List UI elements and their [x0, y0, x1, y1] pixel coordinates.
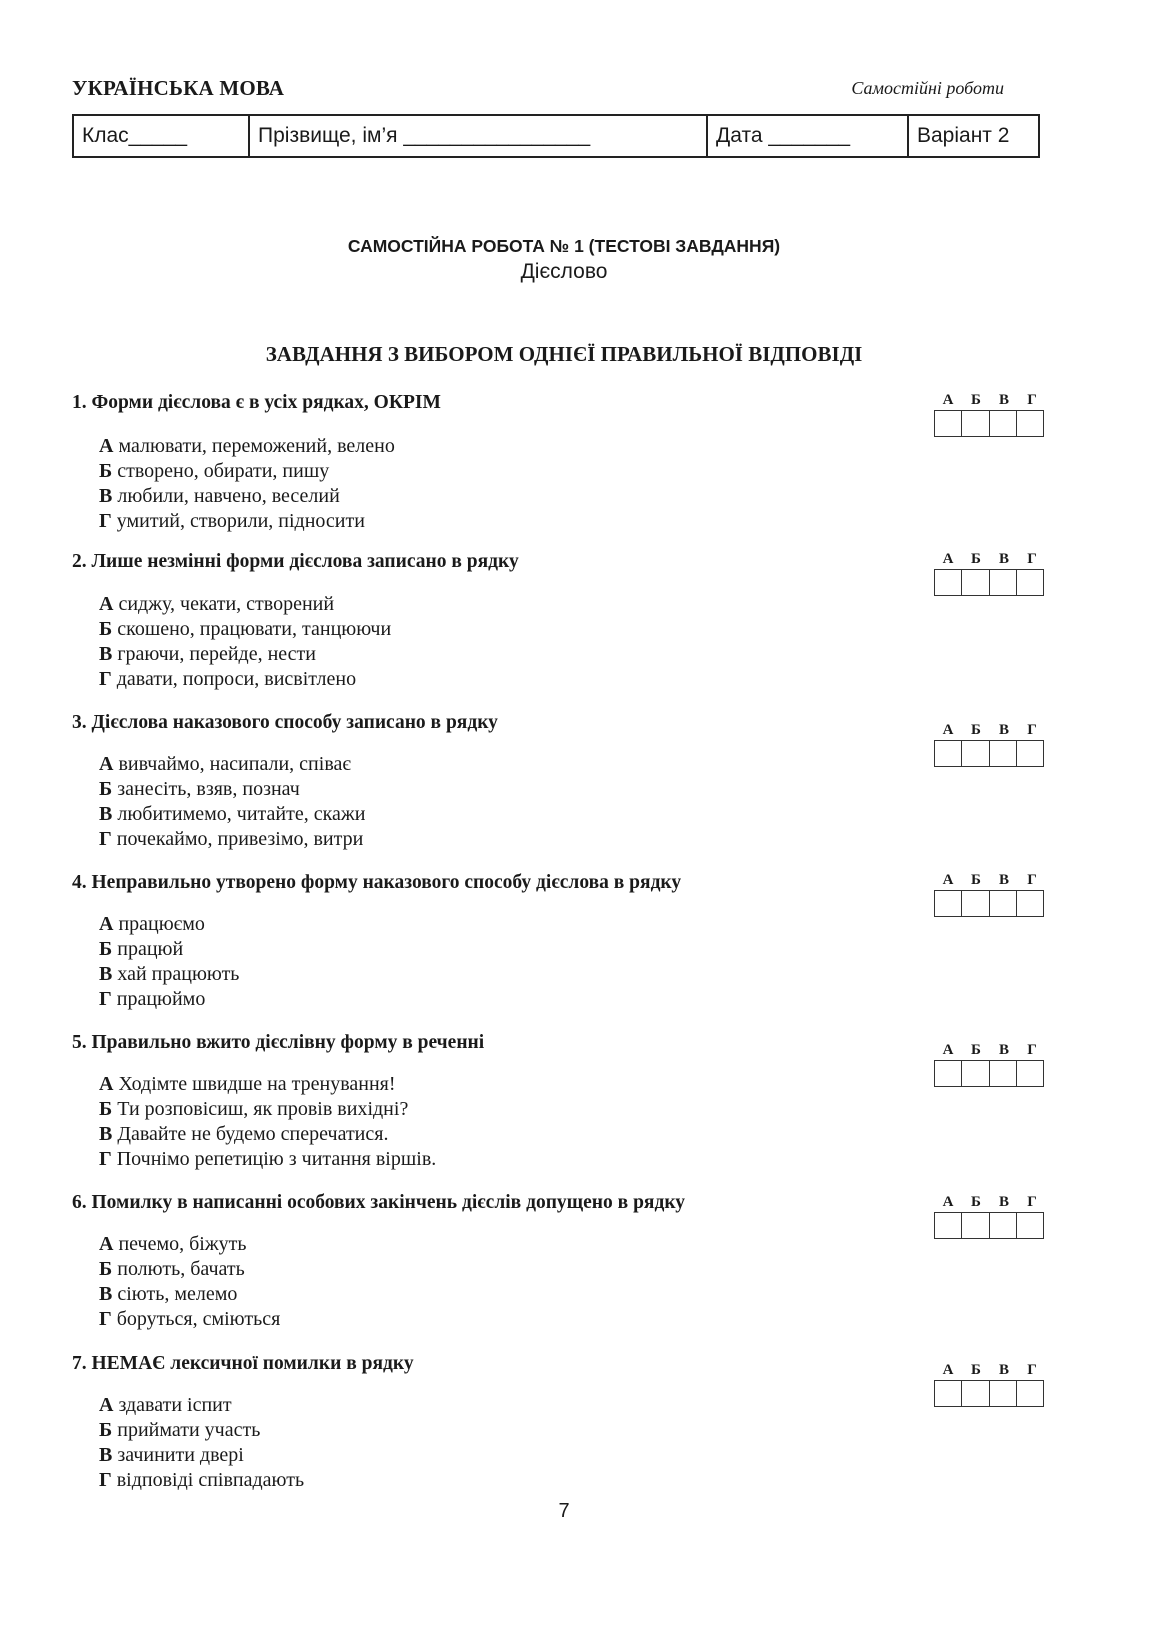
- question-1-option-a: А малювати, переможений, велено: [99, 435, 395, 457]
- answer-box-c[interactable]: [990, 570, 1017, 595]
- answer-box-a[interactable]: [935, 1061, 962, 1086]
- answer-box-c[interactable]: [990, 741, 1017, 766]
- variant-label: Варіант 2: [917, 124, 1010, 147]
- answer-letter: Б: [971, 722, 981, 738]
- answer-box-a[interactable]: [935, 741, 962, 766]
- name-field[interactable]: Прізвище, ім’я ________________: [250, 116, 708, 156]
- question-4-answer-grid: [934, 872, 1046, 917]
- answer-box-a[interactable]: [935, 1213, 962, 1238]
- answer-box-d[interactable]: [1017, 741, 1043, 766]
- answer-box-a[interactable]: [935, 1381, 962, 1406]
- answer-letter: Б: [971, 392, 981, 408]
- question-1-answer-grid: [934, 392, 1046, 437]
- answer-letter: А: [942, 872, 954, 888]
- section-title: ЗАВДАННЯ З ВИБОРОМ ОДНІЄЇ ПРАВИЛЬНОЇ ВІДПОВІДІ: [265, 342, 863, 366]
- student-info-table: [72, 114, 1040, 158]
- answer-letter: А: [942, 1194, 954, 1210]
- answer-box-c[interactable]: [990, 1061, 1017, 1086]
- answer-letter: В: [998, 1042, 1009, 1058]
- answer-box-d[interactable]: [1017, 891, 1043, 916]
- answer-box-b[interactable]: [962, 570, 989, 595]
- question-7-answer-grid: [934, 1362, 1046, 1407]
- answer-box-c[interactable]: [990, 1381, 1017, 1406]
- answer-letter: Б: [971, 872, 981, 888]
- question-2-option-c: В граючи, перейде, нести: [99, 643, 316, 665]
- answer-letter: В: [998, 1194, 1009, 1210]
- answer-box-b[interactable]: [962, 741, 989, 766]
- work-topic: Дієслово: [520, 260, 608, 283]
- question-2-option-d: Г давати, попроси, висвітлено: [99, 668, 357, 690]
- answer-box-c[interactable]: [990, 891, 1017, 916]
- question-3-answer-grid: [934, 722, 1046, 767]
- question-7-option-d: Г відповіді співпадають: [99, 1469, 305, 1491]
- question-5-option-c: В Давайте не будемо сперечатися.: [99, 1123, 389, 1145]
- answer-letter: Г: [1027, 1042, 1037, 1058]
- answer-letter: В: [998, 1362, 1009, 1378]
- answer-letter: Б: [971, 551, 981, 567]
- answer-letter: Г: [1027, 722, 1037, 738]
- answer-box-c[interactable]: [990, 1213, 1017, 1238]
- question-2-option-a: А сиджу, чекати, створений: [99, 593, 335, 615]
- answer-box-b[interactable]: [962, 1381, 989, 1406]
- question-4-option-c: В хай працюють: [99, 963, 240, 985]
- answer-box-b[interactable]: [962, 411, 989, 436]
- answer-box-d[interactable]: [1017, 411, 1043, 436]
- question-4-option-a: А працюємо: [99, 913, 205, 935]
- answer-letter: А: [942, 392, 954, 408]
- question-6-text: 6. Помилку в написанні особових закінчень дієслів допущено в рядку: [72, 1192, 686, 1213]
- answer-letter: Г: [1027, 872, 1037, 888]
- answer-letter: Г: [1027, 1194, 1037, 1210]
- answer-letter: А: [942, 551, 954, 567]
- question-5-option-d: Г Почнімо репетицію з читання віршів.: [99, 1148, 437, 1170]
- answer-box-b[interactable]: [962, 1061, 989, 1086]
- question-4-text: 4. Неправильно утворено форму наказового способу дієслова в рядку: [72, 872, 682, 893]
- question-3-option-a: А вивчаймо, насипали, співає: [99, 753, 351, 775]
- question-5-option-b: Б Ти розповісиш, як провів вихідні?: [99, 1098, 409, 1120]
- question-6-option-b: Б полють, бачать: [99, 1258, 245, 1280]
- answer-letter: Б: [971, 1194, 981, 1210]
- answer-box-d[interactable]: [1017, 1061, 1043, 1086]
- question-5-option-a: А Ходімте швидше на тренування!: [99, 1073, 396, 1095]
- answer-box-d[interactable]: [1017, 1381, 1043, 1406]
- subject-title: УКРАЇНСЬКА МОВА: [72, 76, 285, 100]
- series-title: Самостійні роботи: [851, 78, 1004, 98]
- answer-letter: Г: [1027, 392, 1037, 408]
- question-6-answer-grid: [934, 1194, 1046, 1239]
- answer-letter: В: [998, 551, 1009, 567]
- answer-letter: А: [942, 1042, 954, 1058]
- answer-letter: А: [942, 1362, 954, 1378]
- answer-box-d[interactable]: [1017, 570, 1043, 595]
- answer-box-a[interactable]: [935, 891, 962, 916]
- question-1-option-d: Г умитий, створили, підносити: [99, 510, 365, 532]
- question-7-option-a: А здавати іспит: [99, 1394, 232, 1416]
- answer-letter: Г: [1027, 1362, 1037, 1378]
- answer-box-c[interactable]: [990, 411, 1017, 436]
- question-5-answer-grid: [934, 1042, 1046, 1087]
- question-6-option-d: Г боруться, сміються: [99, 1308, 281, 1330]
- class-field[interactable]: Клас_____: [74, 116, 250, 156]
- question-7-option-b: Б приймати участь: [99, 1419, 261, 1441]
- question-6-option-a: А печемо, біжуть: [99, 1233, 247, 1255]
- answer-box-b[interactable]: [962, 1213, 989, 1238]
- answer-letter: Б: [971, 1362, 981, 1378]
- question-3-option-c: В любитимемо, читайте, скажи: [99, 803, 366, 825]
- page-number: 7: [558, 1500, 570, 1522]
- question-1-option-c: В любили, навчено, веселий: [99, 485, 340, 507]
- answer-box-a[interactable]: [935, 570, 962, 595]
- question-5-text: 5. Правильно вжито дієслівну форму в реченні: [72, 1032, 485, 1053]
- question-6-option-c: В сіють, мелемо: [99, 1283, 238, 1305]
- answer-box-a[interactable]: [935, 411, 962, 436]
- answer-box-b[interactable]: [962, 891, 989, 916]
- question-2-option-b: Б скошено, працювати, танцюючи: [99, 618, 392, 640]
- question-4-option-b: Б працюй: [99, 938, 184, 960]
- question-7-option-c: В зачинити двері: [99, 1444, 244, 1466]
- answer-letter: В: [998, 722, 1009, 738]
- question-3-text: 3. Дієслова наказового способу записано в рядку: [72, 712, 498, 733]
- answer-box-d[interactable]: [1017, 1213, 1043, 1238]
- answer-letter: Б: [971, 1042, 981, 1058]
- answer-letter: Г: [1027, 551, 1037, 567]
- answer-letter: В: [998, 392, 1009, 408]
- answer-letter: В: [998, 872, 1009, 888]
- question-3-option-b: Б занесіть, взяв, познач: [99, 778, 300, 800]
- answer-letter: А: [942, 722, 954, 738]
- question-2-answer-grid: [934, 551, 1046, 596]
- question-1-option-b: Б створено, обирати, пишу: [99, 460, 330, 482]
- question-1-text: 1. Форми дієслова є в усіх рядках, ОКРІМ: [72, 392, 441, 413]
- work-title: САМОСТІЙНА РОБОТА № 1 (ТЕСТОВІ ЗАВДАННЯ): [347, 236, 781, 256]
- question-3-option-d: Г почекаймо, привезімо, витри: [99, 828, 364, 850]
- question-2-text: 2. Лише незмінні форми дієслова записано в рядку: [72, 551, 519, 572]
- question-7-text: 7. НЕМАЄ лексичної помилки в рядку: [72, 1353, 414, 1374]
- date-field[interactable]: Дата _______: [708, 116, 909, 156]
- question-4-option-d: Г працюймо: [99, 988, 206, 1010]
